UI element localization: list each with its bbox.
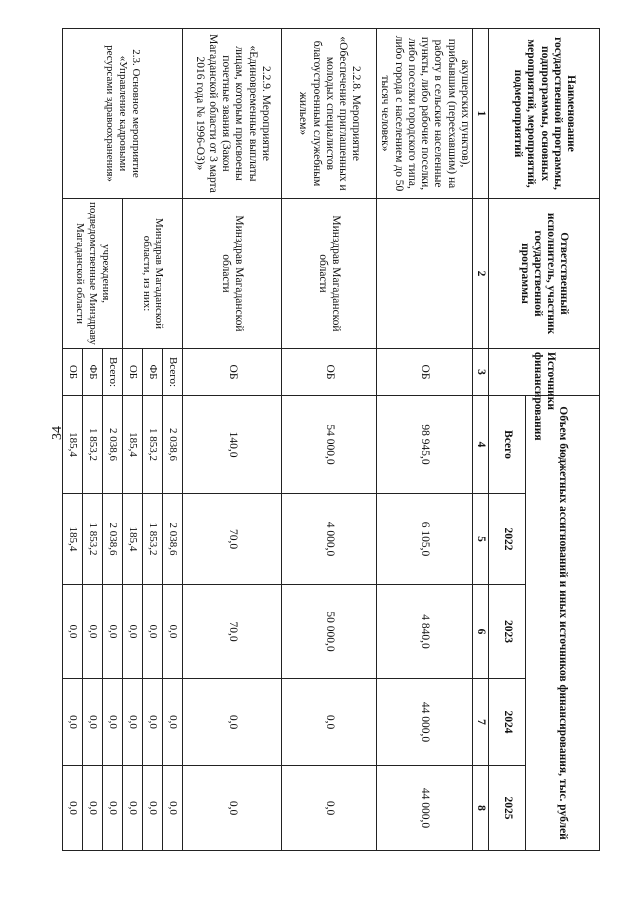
row-2024: 0,0 — [143, 679, 163, 766]
row-2024: 0,0 — [103, 679, 123, 766]
row-2024: 0,0 — [282, 679, 377, 766]
header-responsible: Ответственный исполнитель, участник государственной программы — [489, 199, 600, 349]
row-source: Всего: — [103, 349, 123, 396]
row-2024: 44 000,0 — [377, 679, 473, 766]
group-name: 2.3. Основное мероприятие «Управление кадровыми ресурсами здравоохранения» — [63, 29, 183, 199]
row-name: 2.2.8. Мероприятие «Обеспечение приглашенных и молодых специалистов благоустроенным служебным жильем» — [282, 29, 377, 199]
row-source: ОБ — [63, 349, 83, 396]
row-2025: 0,0 — [83, 766, 103, 851]
col-number: 3 — [472, 349, 488, 396]
row-total: 54 000,0 — [282, 396, 377, 494]
row-2023: 50 000,0 — [282, 585, 377, 679]
row-total: 1 853,2 — [143, 396, 163, 494]
table-row — [183, 29, 282, 851]
row-responsible: Минздрав Магаданской области — [183, 199, 282, 349]
row-2022: 6 105,0 — [377, 494, 473, 585]
row-2025: 0,0 — [123, 766, 143, 851]
row-2023: 4 840,0 — [377, 585, 473, 679]
table-row — [282, 29, 377, 851]
row-2023: 0,0 — [63, 585, 83, 679]
row-2023: 0,0 — [143, 585, 163, 679]
row-source: ОБ — [282, 349, 377, 396]
row-2022: 4 000,0 — [282, 494, 377, 585]
row-source: ОБ — [183, 349, 282, 396]
row-2025: 0,0 — [183, 766, 282, 851]
row-2022: 185,4 — [63, 494, 83, 585]
row-total: 185,4 — [63, 396, 83, 494]
header-name: Наименование государственной программы, подпрограммы, основных мероприятий, мероприятий, подмероприятий — [489, 29, 600, 199]
row-total: 2 038,6 — [163, 396, 183, 494]
row-source: ОБ — [377, 349, 473, 396]
row-2023: 0,0 — [163, 585, 183, 679]
col-number: 8 — [472, 766, 488, 851]
group-responsible-sub: учреждения, подведомственные Минздраву Магаданской области — [63, 199, 123, 349]
budget-table — [62, 28, 600, 851]
row-source: ФБ — [143, 349, 163, 396]
row-2022: 185,4 — [123, 494, 143, 585]
header-total: Всего — [489, 396, 526, 494]
header-2022: 2022 — [489, 494, 526, 585]
col-number: 7 — [472, 679, 488, 766]
row-2025: 0,0 — [163, 766, 183, 851]
row-responsible — [377, 199, 473, 349]
col-number: 5 — [472, 494, 488, 585]
row-2023: 0,0 — [83, 585, 103, 679]
row-2022: 1 853,2 — [143, 494, 163, 585]
row-2024: 0,0 — [63, 679, 83, 766]
table-row — [377, 29, 473, 851]
row-total: 140,0 — [183, 396, 282, 494]
row-2022: 1 853,2 — [83, 494, 103, 585]
row-source: Всего: — [163, 349, 183, 396]
row-source: ФБ — [83, 349, 103, 396]
row-source: ОБ — [123, 349, 143, 396]
row-2024: 0,0 — [83, 679, 103, 766]
row-responsible: Минздрав Магаданской области — [282, 199, 377, 349]
row-2022: 2 038,6 — [103, 494, 123, 585]
header-volume: Объем бюджетных ассигнований и иных источников финансирования, тыс. рублей — [526, 396, 600, 851]
row-2023: 70,0 — [183, 585, 282, 679]
page-number: 34 — [50, 426, 65, 440]
row-2024: 0,0 — [183, 679, 282, 766]
header-2024: 2024 — [489, 679, 526, 766]
row-2025: 0,0 — [282, 766, 377, 851]
row-name: акушерских пунктов), прибывшим (переехавшим) на работу в сельские населенные пункты, либо рабочие поселки, либо поселки городского типа, либо города с населением до 50 тысяч человек» — [377, 29, 473, 199]
group-responsible-main: Минздрав Магаданской области, из них: — [123, 199, 183, 349]
row-2022: 2 038,6 — [163, 494, 183, 585]
row-2023: 0,0 — [103, 585, 123, 679]
col-number: 2 — [472, 199, 488, 349]
row-name: 2.2.9. Мероприятие «Единовременные выплаты лицам, которым присвоены почетные звания (Закон Магаданской области от 3 марта 2016 года № 1996-ОЗ)» — [183, 29, 282, 199]
row-total: 98 945,0 — [377, 396, 473, 494]
rotated-page — [47, 28, 600, 850]
header-2025: 2025 — [489, 766, 526, 851]
row-2025: 0,0 — [103, 766, 123, 851]
row-2025: 0,0 — [143, 766, 163, 851]
header-source: Источники финансирования — [489, 349, 600, 396]
header-2023: 2023 — [489, 585, 526, 679]
col-number: 6 — [472, 585, 488, 679]
row-2022: 70,0 — [183, 494, 282, 585]
row-2025: 0,0 — [63, 766, 83, 851]
row-2024: 0,0 — [123, 679, 143, 766]
row-total: 1 853,2 — [83, 396, 103, 494]
row-2025: 44 000,0 — [377, 766, 473, 851]
row-2023: 0,0 — [123, 585, 143, 679]
row-total: 2 038,6 — [103, 396, 123, 494]
col-number: 4 — [472, 396, 488, 494]
row-2024: 0,0 — [163, 679, 183, 766]
col-number: 1 — [472, 29, 488, 199]
table-row — [163, 29, 183, 851]
row-total: 185,4 — [123, 396, 143, 494]
